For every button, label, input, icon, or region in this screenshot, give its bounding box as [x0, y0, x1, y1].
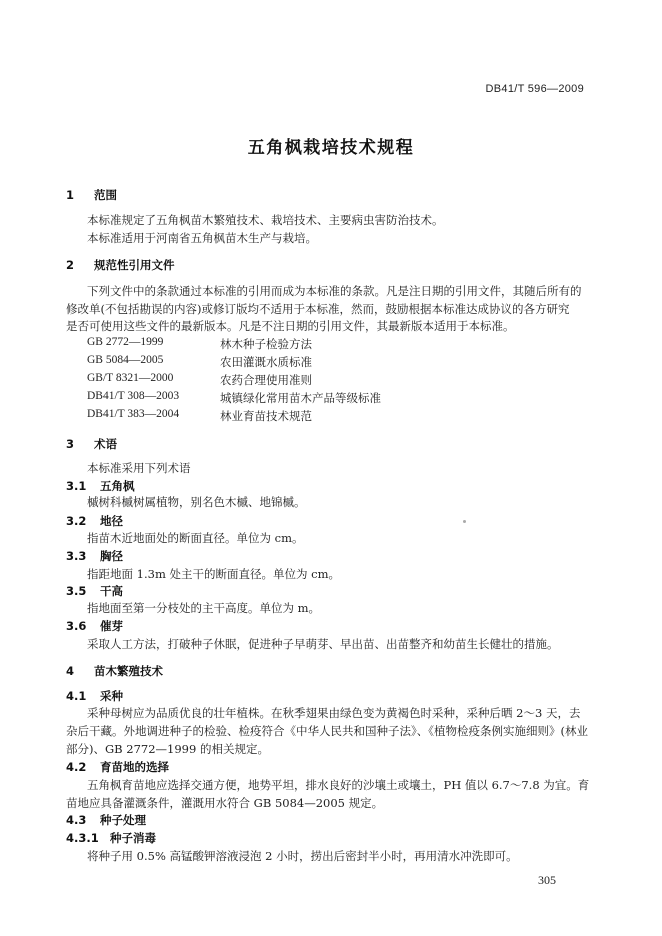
section-heading	[66, 257, 175, 273]
subsection-title: 采种	[100, 689, 123, 703]
subsection-heading	[66, 830, 156, 846]
section-number: 3	[66, 437, 75, 451]
paragraph-line: 苗地应具备灌溉条件，灌溉用水符合 GB 5084—2005 规定。	[66, 796, 384, 810]
paragraph-line: 本标准规定了五角枫苗木繁殖技术、栽培技术、主要病虫害防治技术。	[87, 213, 444, 227]
term-definition: 指苗木近地面处的断面直径。单位为 cm。	[87, 531, 304, 545]
reference-code: DB41/T 383—2004	[87, 408, 180, 420]
section-title: 苗木繁殖技术	[94, 664, 163, 678]
standard-id: DB41/T 596—2009	[485, 83, 584, 95]
term-number: 3.3	[66, 549, 87, 563]
subsection-title: 种子处理	[100, 813, 146, 827]
reference-title: 农药合理使用准则	[220, 373, 312, 387]
paragraph-line: 是否可使用这些文件的最新版本。凡是不注日期的引用文件，其最新版本适用于本标准。	[66, 319, 515, 333]
term-heading	[66, 583, 123, 599]
subsection-number: 4.1	[66, 689, 87, 703]
term-name: 干高	[100, 584, 123, 598]
subsection-title: 育苗地的选择	[100, 760, 169, 774]
subsection-number: 4.2	[66, 760, 87, 774]
term-name: 五角枫	[100, 479, 135, 493]
paragraph-line: 杂后干藏。外地调进种子的检验、检疫符合《中华人民共和国种子法》、《植物检疫条例实施细则》(林业	[66, 724, 588, 738]
term-name: 催芽	[100, 619, 123, 633]
section-title: 规范性引用文件	[94, 258, 175, 272]
term-number: 3.6	[66, 619, 87, 633]
term-number: 3.2	[66, 514, 87, 528]
subsection-heading	[66, 759, 169, 775]
paragraph-line: 本标准适用于河南省五角枫苗木生产与栽培。	[87, 231, 317, 245]
reference-title: 城镇绿化常用苗木产品等级标准	[220, 391, 381, 405]
scan-speck	[463, 520, 466, 523]
paragraph-line: 采种母树应为品质优良的壮年植株。在秋季翅果由绿色变为黄褐色时采种，采种后晒 2～3 天，去	[87, 706, 581, 720]
page-number: 305	[538, 873, 556, 887]
document-title: 五角枫栽培技术规程	[247, 138, 415, 158]
section-number: 2	[66, 258, 75, 272]
section-number: 4	[66, 664, 75, 678]
term-definition: 指地面至第一分枝处的主干高度。单位为 m。	[87, 601, 321, 615]
section-heading	[66, 663, 163, 679]
subsection-number: 4.3.1	[66, 831, 99, 845]
section-heading	[66, 436, 117, 452]
reference-code: GB 2772—1999	[87, 336, 164, 348]
section-number: 1	[66, 188, 75, 202]
term-definition: 槭树科槭树属植物，别名色木槭、地锦槭。	[87, 495, 306, 509]
reference-code: GB 5084—2005	[87, 354, 164, 366]
term-name: 地径	[100, 514, 123, 528]
reference-code: GB/T 8321—2000	[87, 372, 174, 384]
term-number: 3.5	[66, 584, 87, 598]
paragraph-line: 下列文件中的条款通过本标准的引用而成为本标准的条款。凡是注日期的引用文件，其随后所有的	[87, 284, 582, 298]
term-heading	[66, 548, 123, 564]
reference-title: 林业育苗技术规范	[220, 409, 312, 423]
subsection-heading	[66, 688, 123, 704]
reference-title: 林木种子检验方法	[220, 337, 312, 351]
term-name: 胸径	[100, 549, 123, 563]
subsection-title: 种子消毒	[110, 831, 156, 845]
reference-title: 农田灌溉水质标准	[220, 355, 312, 369]
section-title: 范围	[94, 188, 117, 202]
paragraph-line: 五角枫育苗地应选择交通方便，地势平坦，排水良好的沙壤土或壤土，PH 值以 6.7～7.8 为宜。育	[87, 778, 590, 792]
paragraph-line: 修改单(不包括勘误的内容)或修订版均不适用于本标准，然而，鼓励根据本标准达成协议的各方研究	[66, 302, 570, 316]
section-heading	[66, 187, 117, 203]
term-number: 3.1	[66, 479, 87, 493]
term-heading	[66, 513, 123, 529]
term-heading	[66, 618, 123, 634]
paragraph-line: 本标准采用下列术语	[87, 461, 191, 475]
term-heading	[66, 478, 135, 494]
paragraph-line: 部分)、GB 2772—1999 的相关规定。	[66, 742, 269, 756]
term-definition: 采取人工方法，打破种子休眠，促进种子早萌芽、早出苗、出苗整齐和幼苗生长健壮的措施。	[87, 637, 559, 651]
section-title: 术语	[94, 437, 117, 451]
term-definition: 指距地面 1.3m 处主干的断面直径。单位为 cm。	[87, 567, 341, 581]
subsection-number: 4.3	[66, 813, 87, 827]
paragraph-line: 将种子用 0.5% 高锰酸钾溶液浸泡 2 小时，捞出后密封半小时，再用清水冲洗即可。	[87, 849, 518, 863]
reference-code: DB41/T 308—2003	[87, 390, 180, 402]
subsection-heading	[66, 812, 146, 828]
